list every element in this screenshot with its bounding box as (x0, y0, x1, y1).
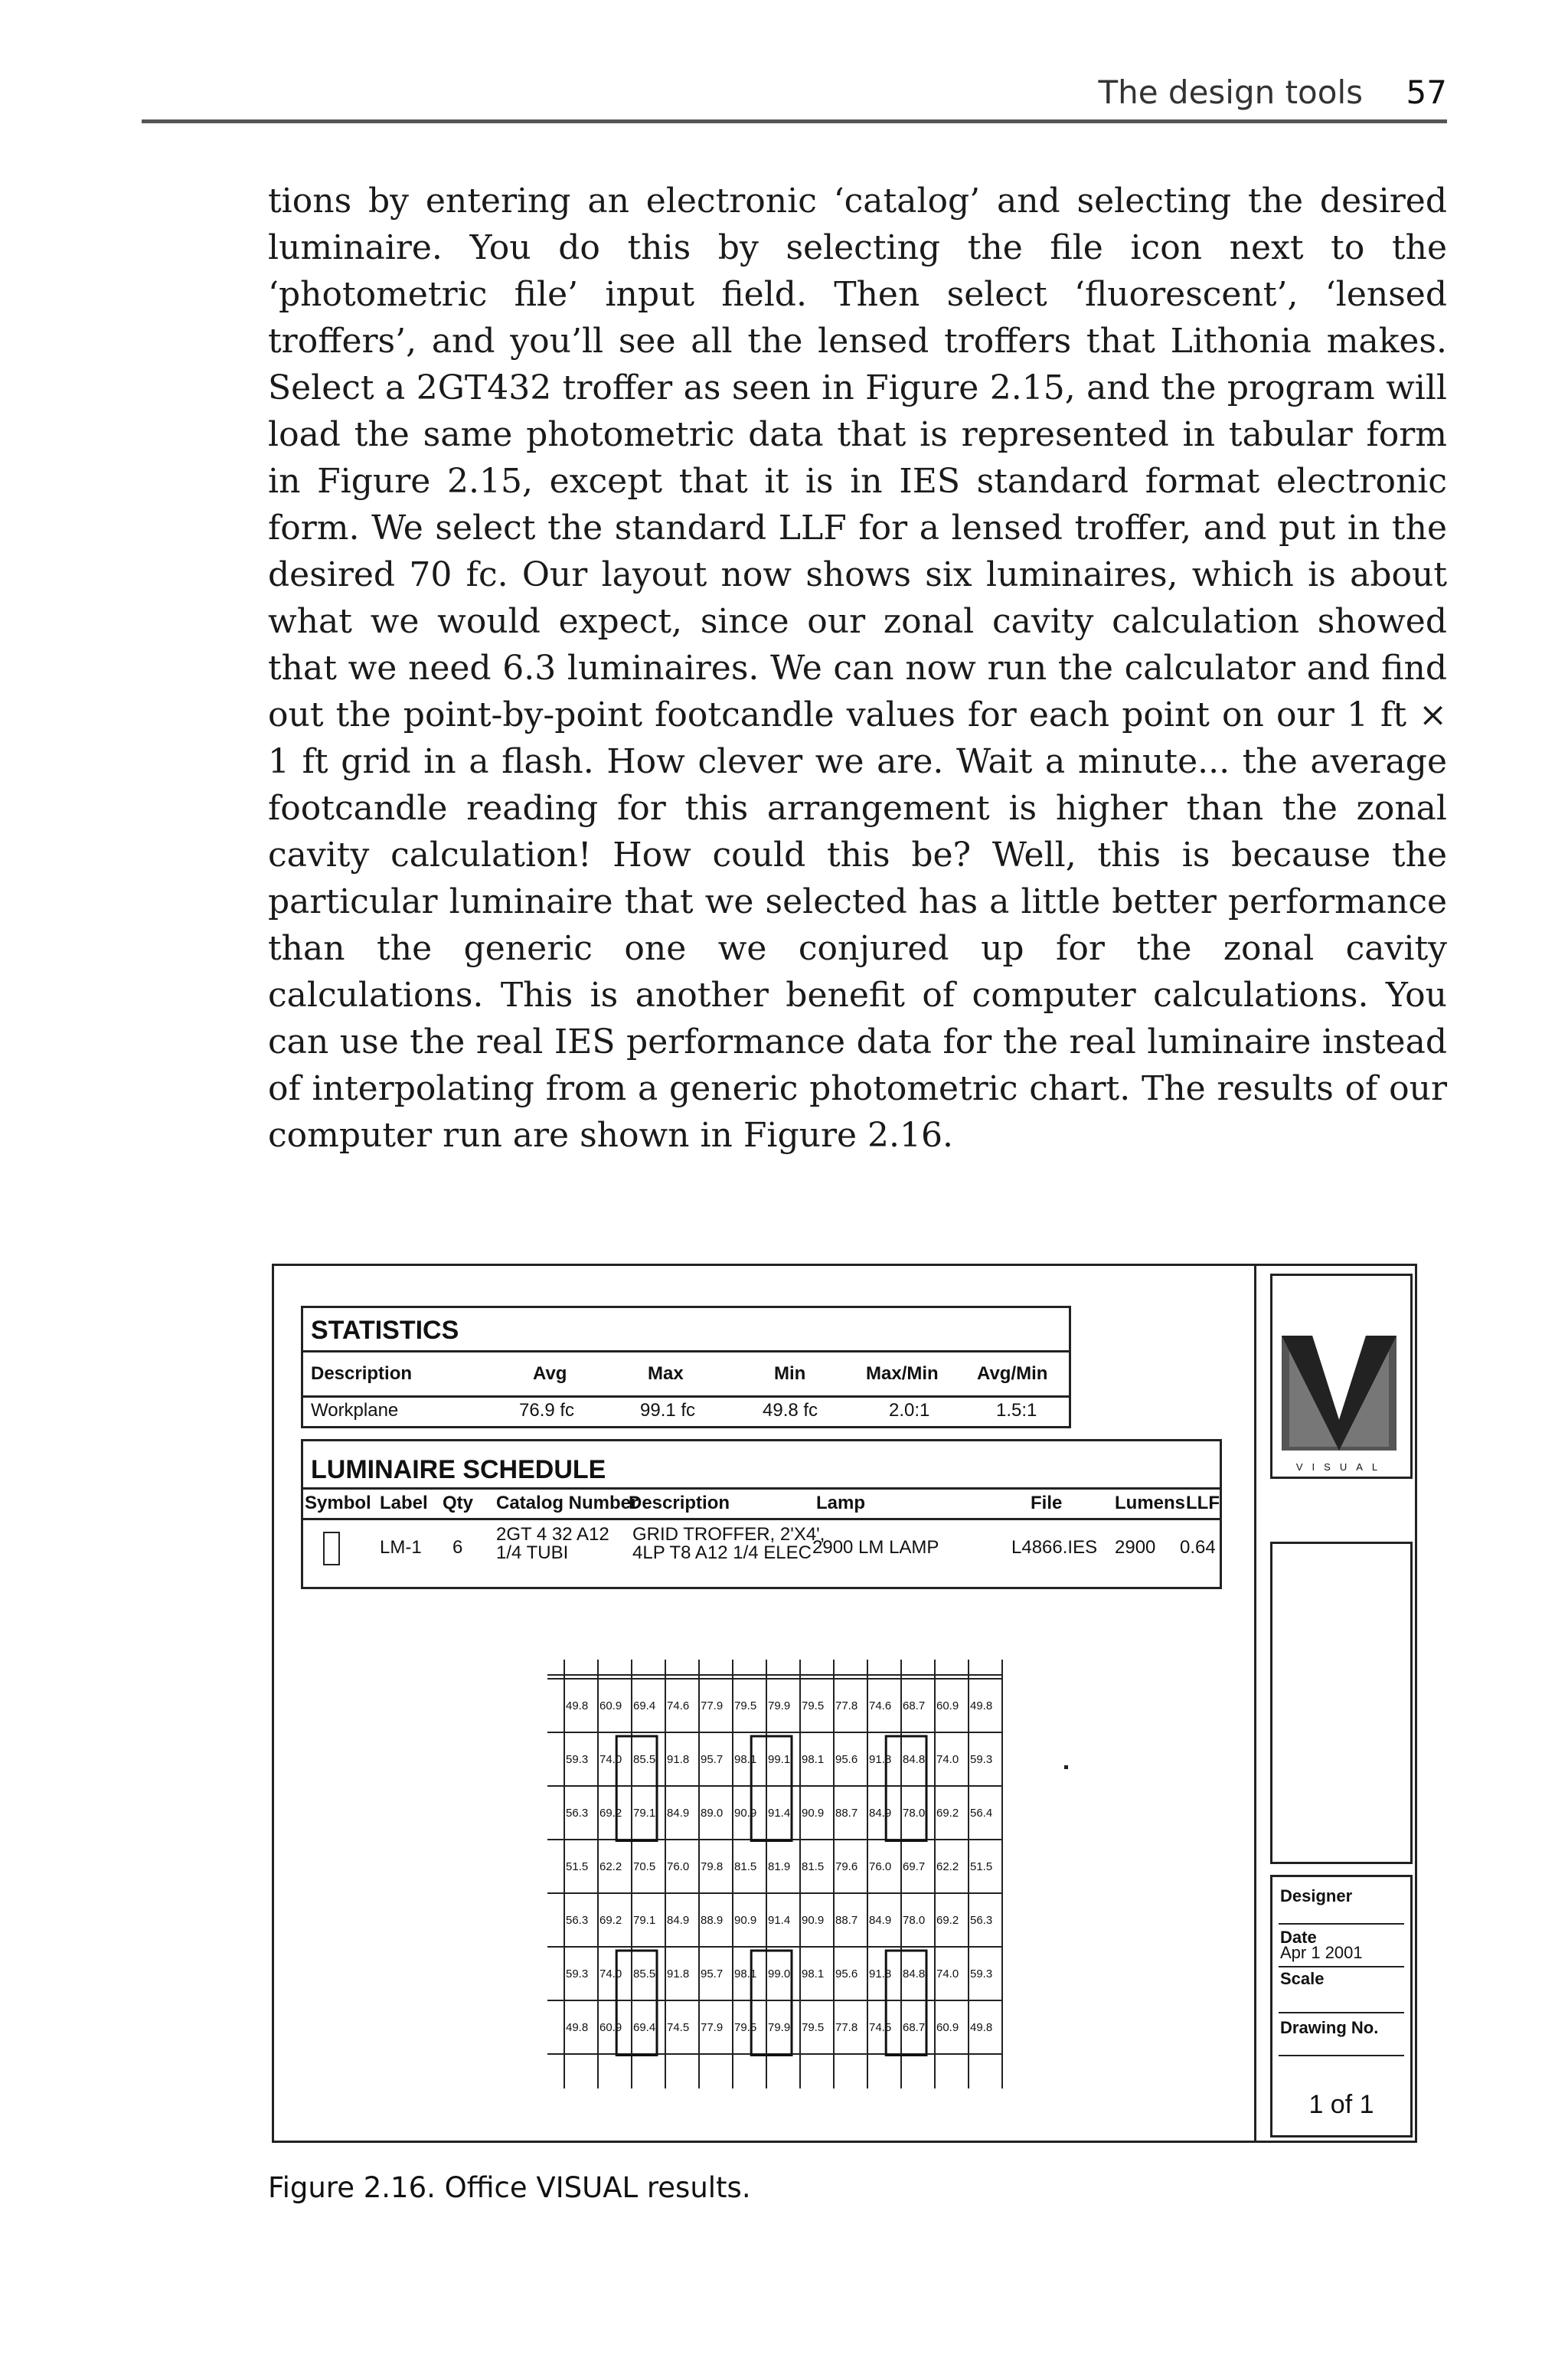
grid-value: 81.5 (734, 1860, 757, 1873)
body-paragraph: tions by entering an electronic ‘catalog’ and selecting the desired luminaire. You do this by selecting the file icon next to the ‘photometric file’ input field. Then select ‘fluorescent’, ‘lensed troffers’, and you’ll see all the lensed troffers that Lithonia makes. Select a 2GT432 troffer as seen in Figure 2.15, and the program will load the same photometric data that is represented in tabular form in Figure 2.15, except that it is in IES standard format electronic form. We select the standard LLF for a lensed troffer, and put in the desired 70 fc. Our layout now shows six luminaires, which is about what we would expect, since our zonal cavity calculation showed that we need 6.3 luminaires. We can now run the calculator and find out the point-by-point footcandle values for each point on our 1 ft × 1 ft grid in a flash. How clever we are. Wait a minute... the average footcandle reading for this arrangement is higher than the zonal cavity calculation! How could this be? Well, this is because the particular luminaire that we selected has a little better performance than the generic one we conjured up for the zonal cavity calculations. This is another benefit of computer calculations. You can use the real IES performance data for the real luminaire instead of interpolating from a generic photometric chart. The results of our computer run are shown in Figure 2.16. (268, 182, 1447, 1155)
grid-value: 56.4 (970, 1807, 993, 1820)
grid-value: 89.0 (701, 1807, 724, 1820)
grid-value: 95.7 (701, 1967, 724, 1980)
grid-value: 62.2 (936, 1860, 959, 1873)
grid-value: 79.9 (768, 1699, 791, 1712)
grid-value: 91.8 (869, 1967, 892, 1980)
title-block (1254, 1266, 1417, 2141)
grid-value: 85.5 (633, 1753, 656, 1766)
grid-value: 78.0 (903, 1807, 926, 1820)
stat-header-max-min: Max/Min (866, 1363, 939, 1384)
v-logo-icon (1282, 1336, 1396, 1451)
grid-value: 59.3 (970, 1967, 993, 1980)
grid-value: 74.6 (869, 1699, 892, 1712)
grid-value: 79.5 (802, 1699, 825, 1712)
statistics-title: STATISTICS (311, 1316, 459, 1345)
marker-dot (1064, 1765, 1068, 1769)
figure-caption: Figure 2.16. Office VISUAL results. (268, 2171, 751, 2204)
grid-value: 69.2 (936, 1914, 959, 1927)
grid-value: 95.6 (835, 1967, 858, 1980)
divider (1279, 2055, 1404, 2056)
grid-value: 79.5 (802, 2021, 825, 2034)
sched-header-catalog: Catalog Number (496, 1493, 639, 1513)
page-number: 57 (1406, 74, 1447, 111)
grid-value: 74.5 (869, 2021, 892, 2034)
stat-cell-description: Workplane (311, 1400, 399, 1421)
designer-label: Designer (1280, 1886, 1353, 1905)
divider (303, 1395, 1069, 1398)
luminaire-outline (751, 1951, 792, 2056)
grid-value: 91.8 (667, 1967, 690, 1980)
grid-value: 90.9 (734, 1807, 757, 1820)
calculation-grid (547, 1660, 1007, 2127)
stat-cell-max: 99.1 fc (640, 1400, 696, 1421)
grid-value: 79.9 (768, 2021, 791, 2034)
grid-value: 49.8 (566, 2021, 589, 2034)
sched-cell-label: LM-1 (380, 1537, 422, 1558)
grid-value: 79.8 (701, 1860, 724, 1873)
grid-value: 88.9 (701, 1914, 724, 1927)
grid-value: 60.9 (599, 2021, 622, 2034)
sched-header-qty: Qty (443, 1493, 474, 1513)
grid-value: 59.3 (970, 1753, 993, 1766)
grid-value: 51.5 (566, 1860, 589, 1873)
stat-header-max: Max (648, 1363, 684, 1384)
schedule-title: LUMINAIRE SCHEDULE (311, 1455, 606, 1484)
grid-value: 88.7 (835, 1807, 858, 1820)
grid-value: 56.3 (566, 1807, 589, 1820)
logo-word: VISUAL (1295, 1461, 1387, 1473)
grid-value: 69.2 (599, 1807, 622, 1820)
stat-header-min: Min (774, 1363, 806, 1384)
notes-box (1270, 1542, 1413, 1864)
running-title: The design tools (1098, 74, 1363, 111)
grid-value: 74.0 (599, 1753, 622, 1766)
grid-value: 56.3 (566, 1914, 589, 1927)
sched-header-file: File (1031, 1493, 1063, 1513)
stat-header-avg: Avg (533, 1363, 567, 1384)
grid-value: 60.9 (936, 1699, 959, 1712)
grid-value: 74.6 (667, 1699, 690, 1712)
grid-value: 68.7 (903, 2021, 926, 2034)
divider (303, 1518, 1220, 1520)
sched-cell-description-1: GRID TROFFER, 2'X4', (632, 1524, 825, 1545)
sched-cell-lamp: 2900 LM LAMP (812, 1537, 939, 1558)
luminaire-outline (616, 1736, 657, 1841)
grid-value: 59.3 (566, 1753, 589, 1766)
grid-value: 56.3 (970, 1914, 993, 1927)
stat-cell-avg-min: 1.5:1 (996, 1400, 1037, 1421)
sched-header-lumens: Lumens (1115, 1493, 1186, 1513)
grid-value: 79.5 (734, 1699, 757, 1712)
visual-logo (1270, 1274, 1413, 1479)
grid-value: 95.6 (835, 1753, 858, 1766)
divider (1279, 2012, 1404, 2013)
sched-cell-catalog-2: 1/4 TUBI (496, 1542, 569, 1563)
grid-value: 79.1 (633, 1807, 656, 1820)
sched-header-llf: LLF (1186, 1493, 1220, 1513)
grid-value: 74.0 (936, 1753, 959, 1766)
sched-header-label: Label (380, 1493, 428, 1513)
grid-value: 59.3 (566, 1967, 589, 1980)
stat-cell-avg: 76.9 fc (519, 1400, 575, 1421)
divider (303, 1350, 1069, 1352)
sched-header-lamp: Lamp (816, 1493, 866, 1513)
grid-value: 91.4 (768, 1807, 791, 1820)
divider (1279, 1966, 1404, 1967)
grid-value: 77.8 (835, 1699, 858, 1712)
grid-value: 84.9 (869, 1807, 892, 1820)
luminaire-schedule-table (301, 1439, 1222, 1589)
grid-value: 79.1 (633, 1914, 656, 1927)
grid-value: 84.8 (903, 1967, 926, 1980)
grid-value: 49.8 (566, 1699, 589, 1712)
statistics-table (301, 1306, 1071, 1428)
grid-value: 98.1 (734, 1753, 757, 1766)
grid-value: 91.4 (768, 1914, 791, 1927)
running-header (142, 74, 1447, 123)
grid-value: 69.7 (903, 1860, 926, 1873)
grid-value: 79.6 (835, 1860, 858, 1873)
grid-value: 90.9 (802, 1914, 825, 1927)
date-value: Apr 1 2001 (1280, 1943, 1363, 1962)
sched-cell-file: L4866.IES (1011, 1537, 1098, 1558)
divider (1279, 1923, 1404, 1925)
grid-value: 69.4 (633, 1699, 656, 1712)
grid-value: 85.5 (633, 1967, 656, 1980)
grid-value: 76.0 (667, 1860, 690, 1873)
stat-header-avg-min: Avg/Min (977, 1363, 1048, 1384)
divider (303, 1487, 1220, 1490)
date-label: Date (1280, 1928, 1317, 1947)
grid-value: 74.0 (599, 1967, 622, 1980)
drawing-info-box (1270, 1875, 1413, 2137)
grid-value: 84.9 (869, 1914, 892, 1927)
grid-value: 49.8 (970, 2021, 993, 2034)
scale-label: Scale (1280, 1969, 1325, 1988)
grid-value: 74.0 (936, 1967, 959, 1980)
grid-value: 91.8 (667, 1753, 690, 1766)
luminaire-outline (886, 1951, 926, 2056)
grid-value: 99.1 (768, 1753, 791, 1766)
grid-value: 95.7 (701, 1753, 724, 1766)
grid-value: 69.4 (633, 2021, 656, 2034)
grid-value: 77.9 (701, 2021, 724, 2034)
sched-cell-description-2: 4LP T8 A12 1/4 ELEC (632, 1542, 812, 1563)
luminaire-outline (616, 1951, 657, 2056)
grid-value: 51.5 (970, 1860, 993, 1873)
grid-value: 69.2 (936, 1807, 959, 1820)
stat-header-description: Description (311, 1363, 413, 1384)
sheet-number: 1 of 1 (1308, 2090, 1374, 2119)
visual-results-figure (272, 1264, 1417, 2143)
grid-value: 74.5 (667, 2021, 690, 2034)
grid-value: 98.1 (802, 1753, 825, 1766)
grid-value: 84.9 (667, 1807, 690, 1820)
grid-value: 79.5 (734, 2021, 757, 2034)
sched-header-description: Description (629, 1493, 730, 1513)
grid-value: 99.0 (768, 1967, 791, 1980)
grid-value: 60.9 (936, 2021, 959, 2034)
grid-value: 81.9 (768, 1860, 791, 1873)
sched-header-symbol: Symbol (305, 1493, 371, 1513)
grid-value: 90.9 (802, 1807, 825, 1820)
sched-cell-llf: 0.64 (1180, 1537, 1216, 1558)
grid-value: 49.8 (970, 1699, 993, 1712)
grid-value: 81.5 (802, 1860, 825, 1873)
luminaire-outline (751, 1736, 792, 1841)
grid-value: 88.7 (835, 1914, 858, 1927)
grid-value: 84.9 (667, 1914, 690, 1927)
grid-value: 77.8 (835, 2021, 858, 2034)
sched-cell-catalog-1: 2GT 4 32 A12 (496, 1524, 609, 1545)
stat-cell-min: 49.8 fc (763, 1400, 818, 1421)
grid-value: 78.0 (903, 1914, 926, 1927)
grid-value: 98.1 (802, 1967, 825, 1980)
sched-cell-qty: 6 (452, 1537, 463, 1558)
grid-value: 68.7 (903, 1699, 926, 1712)
grid-value: 76.0 (869, 1860, 892, 1873)
grid-value: 69.2 (599, 1914, 622, 1927)
grid-value: 62.2 (599, 1860, 622, 1873)
sched-cell-lumens: 2900 (1115, 1537, 1156, 1558)
drawing-no-label: Drawing No. (1280, 2018, 1379, 2037)
grid-value: 60.9 (599, 1699, 622, 1712)
grid-value: 91.8 (869, 1753, 892, 1766)
grid-value: 84.8 (903, 1753, 926, 1766)
luminaire-outline (886, 1736, 926, 1841)
grid-value: 70.5 (633, 1860, 656, 1873)
grid-value: 98.1 (734, 1967, 757, 1980)
grid-value: 90.9 (734, 1914, 757, 1927)
luminaire-symbol (323, 1532, 340, 1565)
stat-cell-max-min: 2.0:1 (889, 1400, 930, 1421)
grid-value: 77.9 (701, 1699, 724, 1712)
